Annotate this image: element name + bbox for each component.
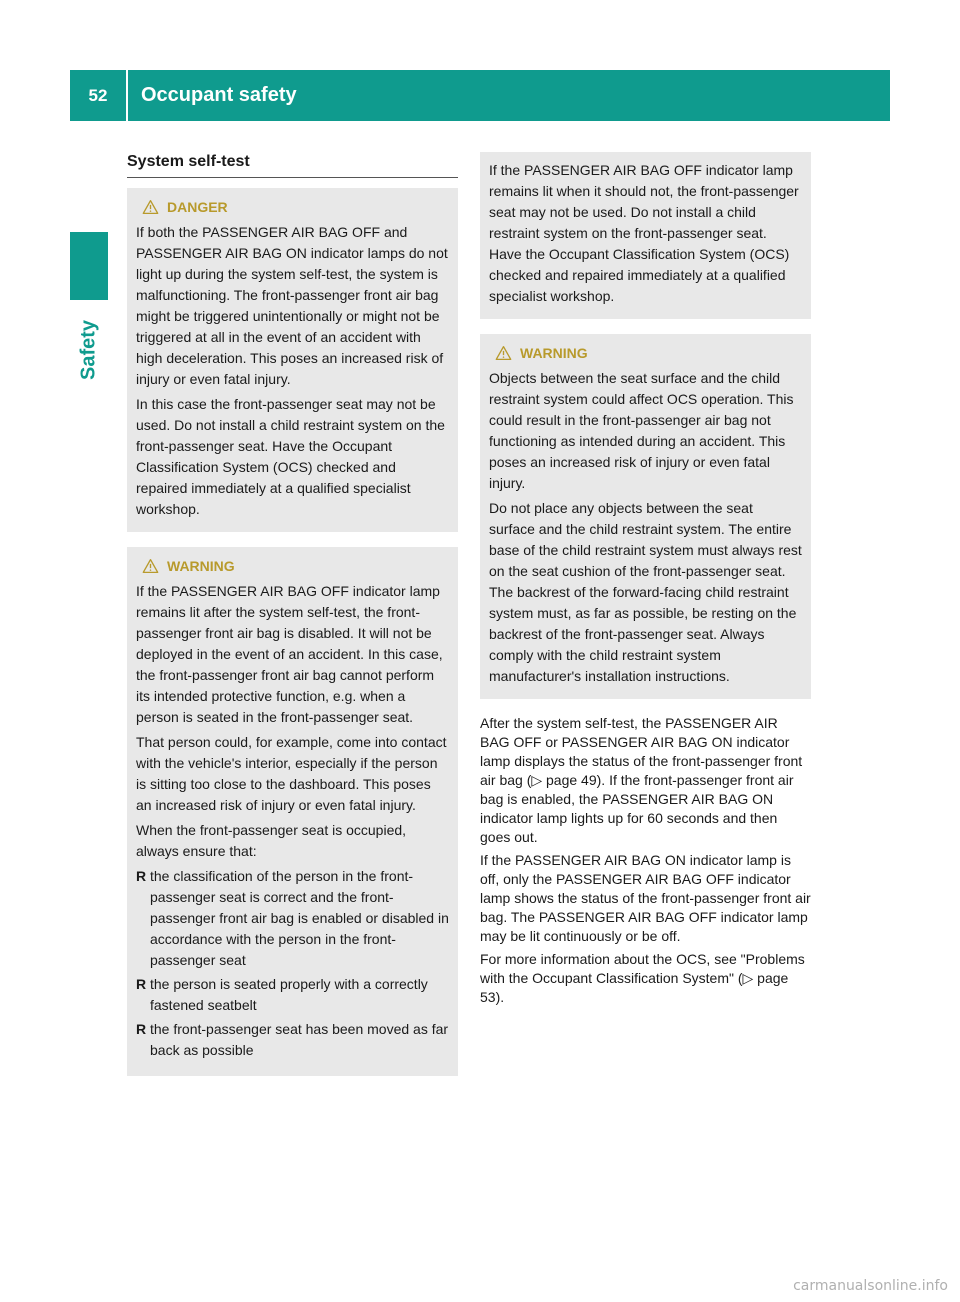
warning-paragraph: If the PASSENGER AIR BAG OFF indicator lamp remains lit when it should not, the front-passenger seat may not be used. Do not install a child restraint system on the front-passenger seat. Have the Occupant Classification System (OCS) checked and repaired immediately at a qualified specialist workshop. <box>489 162 799 304</box>
list-item <box>136 866 449 971</box>
bullet-mark: R <box>136 868 147 884</box>
warning-triangle-icon <box>142 558 159 574</box>
list-item-text: the classification of the person in the front-passenger seat is correct and the front-passenger front air bag is enabled or disabled in accordance with the person in the front-passenger seat <box>150 868 449 968</box>
danger-paragraph: If both the PASSENGER AIR BAG OFF and PASSENGER AIR BAG ON indicator lamps do not light up during the system self-test, the system is malfunctioning. The front-passenger front air bag might be triggered unintentionally or might not be triggered at all in the event of an accident with high deceleration. This poses an increased risk of injury or even fatal injury. <box>136 224 448 387</box>
page-number: 52 <box>88 86 108 105</box>
section-title: System self-test <box>127 152 458 178</box>
warning-label: WARNING <box>167 558 235 574</box>
danger-box <box>127 188 458 532</box>
warning-paragraph: Do not place any objects between the seat surface and the child restraint system. The entire base of the child restraint system must always rest on the seat cushion of the front-passenger seat. The backrest of the forward-facing child restraint system must, as far as possible, be resting on the backrest of the front-passenger seat. Always comply with the child restraint system manufacturer's installation instructions. <box>489 500 802 684</box>
body-paragraph: After the system self-test, the PASSENGER AIR BAG OFF or PASSENGER AIR BAG ON indicator lamp displays the status of the front-passenger front air bag (▷ page 49). If the front-passenger front air bag is enabled, the PASSENGER AIR BAG ON indicator lamp lights up for 60 seconds and then goes out. <box>480 715 803 845</box>
right-column <box>480 152 811 1011</box>
warning-box <box>127 547 458 1076</box>
header-divider <box>126 70 128 121</box>
side-tab-marker <box>70 232 108 300</box>
warning-triangle-icon <box>142 199 159 215</box>
body-paragraph: If the PASSENGER AIR BAG ON indicator lamp is off, only the PASSENGER AIR BAG OFF indicator lamp shows the status of the front-passenger front air bag. The PASSENGER AIR BAG OFF indicator lamp may be lit continuously or be off. <box>480 852 811 944</box>
page-title: Occupant safety <box>141 84 297 106</box>
danger-heading <box>142 196 449 218</box>
warning-paragraph: When the front-passenger seat is occupied, always ensure that: <box>136 822 407 859</box>
danger-label: DANGER <box>167 199 228 215</box>
bullet-mark: R <box>136 1021 147 1037</box>
warning-triangle-icon <box>495 345 512 361</box>
list-item-text: the front-passenger seat has been moved as far back as possible <box>150 1021 449 1058</box>
danger-paragraph: In this case the front-passenger seat may not be used. Do not install a child restraint system on the front-passenger seat. Have the Occupant Classification System (OCS) checked and repaired immediately at a qualified specialist workshop. <box>136 396 445 517</box>
side-label-text: Safety <box>77 319 100 381</box>
warning-heading <box>495 342 802 364</box>
continued-warning-box <box>480 152 811 319</box>
body-paragraph: For more information about the OCS, see "Problems with the Occupant Classification System" (▷ page 53). <box>480 951 805 1005</box>
warning-heading <box>142 555 449 577</box>
warning-paragraph: That person could, for example, come into contact with the vehicle's interior, especially if the person is sitting too close to the dashboard. This poses an increased risk of injury or even fatal injury. <box>136 734 447 813</box>
warning-paragraph: If the PASSENGER AIR BAG OFF indicator lamp remains lit after the system self-test, the front-passenger front air bag is disabled. It will not be deployed in the event of an accident. In this case, the front-passenger front air bag cannot perform its intended protective function, e.g. when a person is seated in the front-passenger seat. <box>136 583 443 725</box>
warning-box <box>480 334 811 699</box>
warning-label: WARNING <box>520 345 588 361</box>
left-column <box>127 152 458 1091</box>
list-item <box>136 974 449 1016</box>
footer-watermark: carmanualsonline.info <box>793 1278 948 1294</box>
warning-paragraph: Objects between the seat surface and the child restraint system could affect OCS operation. This could result in the front-passenger air bag not functioning as intended during an accident. This poses an increased risk of injury or even fatal injury. <box>489 370 794 491</box>
list-item <box>136 1019 449 1061</box>
list-item-text: the person is seated properly with a correctly fastened seatbelt <box>150 976 428 1013</box>
bullet-mark: R <box>136 976 147 992</box>
side-section-label <box>66 310 112 390</box>
